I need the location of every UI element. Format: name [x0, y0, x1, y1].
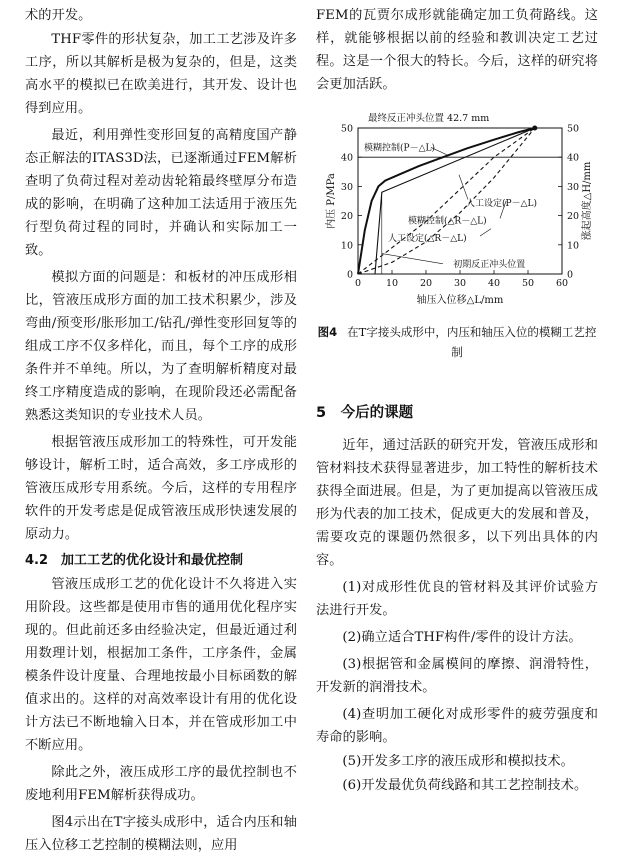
y-tick-label: 40 [340, 152, 353, 164]
paragraph-continued: 术的开发。 [25, 8, 92, 23]
section-heading-5: 5 今后的课题 [316, 405, 414, 421]
paragraph-simulation-issues: 模拟方面的问题是：和板材的冲压成形相比，管液压成形方面的加工技术积累少，涉及弯曲/预变形/胀形加工/钻孔/弹性变形回复等的组成工序不仅多样化，而且，每个工序的成形条件并不单纯。所以，为了查明解析精度对最终工序精度造成的影响，在现阶段还必需配备熟悉这类知识的专业技术人员。 [25, 270, 297, 423]
x-tick-label: 0 [354, 278, 362, 289]
y-tick-label: 0 [346, 269, 353, 281]
figure-4-caption [316, 322, 598, 362]
paragraph-thf-simulation: THF零件的形状复杂，加工工艺涉及许多工序，所以其解析是极为复杂的，但是，这类高水平的模拟已在欧美进行，其开发、设计也得到应用。 [25, 32, 297, 116]
paragraph-future-intro: 近年，通过活跃的研究开发，管液压成形和管材料技术获得显著进步，加工特性的解析技术获得全面进展。但是，为了更加提高以管液压成形为代表的加工技术，促成更大的发展和普及，需要攻克的课题仍然很多，以下列出具体的内容。 [316, 438, 598, 568]
y-right-tick-label: 50 [567, 123, 580, 135]
y-right-tick-label: 20 [567, 211, 580, 223]
y-axis-label: 内压 P/MPa [326, 173, 337, 229]
figure-4-chart [316, 108, 598, 318]
task-item: (1)对成形性优良的管材料及其评价试验方法进行开发。 [316, 580, 598, 618]
paragraph-figure-reference: 图4示出在T字接头成形中，适合内压和轴压入位移工艺控制的模糊法则，应用 [25, 815, 297, 853]
y-tick-label: 20 [340, 211, 353, 223]
y-right-tick-label: 40 [567, 152, 580, 164]
task-item: (5)开发多工序的液压成形和模拟技术。 [342, 754, 574, 769]
y-right-axis-label: 涨起高度△H/mm [582, 161, 593, 241]
paragraph-optimization: 管液压成形工艺的优化设计不久将进入实用阶段。这些都是使用市售的通用优化程序实现的。但此前还多由经验决定，但最近通过利用数理计划，根据加工条件，工序条件，金属模条件设计度量、合理地按最小目标函数的解值求出的。这样的对高效率设计有用的优化设计方法已不断地输入日本，并在管成形加工中不断应用。 [25, 577, 297, 753]
task-item: (3)根据管和金属模间的摩擦、润滑特性，开发新的润滑技术。 [316, 657, 598, 695]
label-fuzzy-r: 模糊控制(△R－△L) [408, 216, 487, 227]
y-right-tick-label: 0 [567, 269, 574, 281]
y-right-tick-label: 30 [567, 181, 580, 193]
x-tick-label: 10 [385, 278, 399, 289]
paragraph-fem-load-path: FEM的瓦贾尔成形就能确定加工负荷路线。这样，就能够根据以前的经验和教训决定工艺过程。这是一个很大的特长。今后，这样的研究将会更加活跃。 [316, 8, 598, 92]
right-column [316, 0, 598, 793]
paragraph-optimal-control: 除此之外，液压成形工序的最优控制也不废地利用FEM解析获得成功。 [25, 765, 297, 803]
x-axis-label: 轴压入位移△L/mm [416, 295, 504, 306]
x-tick-label: 40 [487, 278, 501, 289]
figure-caption-text: 在T字接头成形中，内压和轴压入位的模糊工艺控制 [347, 325, 597, 359]
task-item: (6)开发最优负荷线路和其工艺控制技术。 [342, 778, 588, 793]
x-tick-label: 60 [555, 278, 569, 289]
y-tick-label: 10 [340, 240, 353, 252]
task-item: (2)确立适合THF构件/零件的设计方法。 [342, 630, 582, 645]
y-tick-label: 50 [340, 123, 353, 135]
paragraph-itas3d: 最近，利用弹性变形回复的高精度国产静态正解法的ITAS3D法，已逐渐通过FEM解析查明了负荷过程对差动齿轮箱最终壁厚分布造成的影响，在明确了这种加工法适用于液压先行型负荷过程的同时，并确认和实际加工一致。 [25, 128, 297, 258]
chart-title: 最终反正冲头位置 42.7 mm [368, 113, 490, 124]
figure-label: 图4 [317, 325, 338, 339]
y-right-tick-label: 10 [567, 240, 580, 252]
task-item: (4)查明加工硬化对成形零件的疲劳强度和寿命的影响。 [316, 707, 598, 745]
end-point-marker [532, 126, 537, 131]
x-tick-label: 50 [521, 278, 535, 289]
section-heading-4-2: 4.2 加工工艺的优化设计和最优控制 [25, 553, 244, 568]
label-leader [480, 229, 491, 236]
label-fuzzy-p: 模糊控制(P－△L) [364, 143, 435, 154]
x-tick-label: 30 [453, 278, 467, 289]
paragraph-dedicated-system: 根据管液压成形加工的特殊性，可开发能够设计，解析工时，适合高效，多工序成形的管液压成形专用系统。今后，这样的专用程序软件的开发考虑是促成管液压成形快速发展的原动力。 [25, 435, 297, 542]
label-leader [459, 175, 468, 200]
label-manual-r: 人工设定(△R－△L) [388, 233, 467, 244]
y-tick-label: 30 [340, 181, 353, 193]
initial-punch-label: 初期反正冲头位置 [453, 259, 526, 270]
x-tick-label: 20 [419, 278, 433, 289]
label-manual-p: 人工设定(P－△L) [466, 198, 537, 209]
